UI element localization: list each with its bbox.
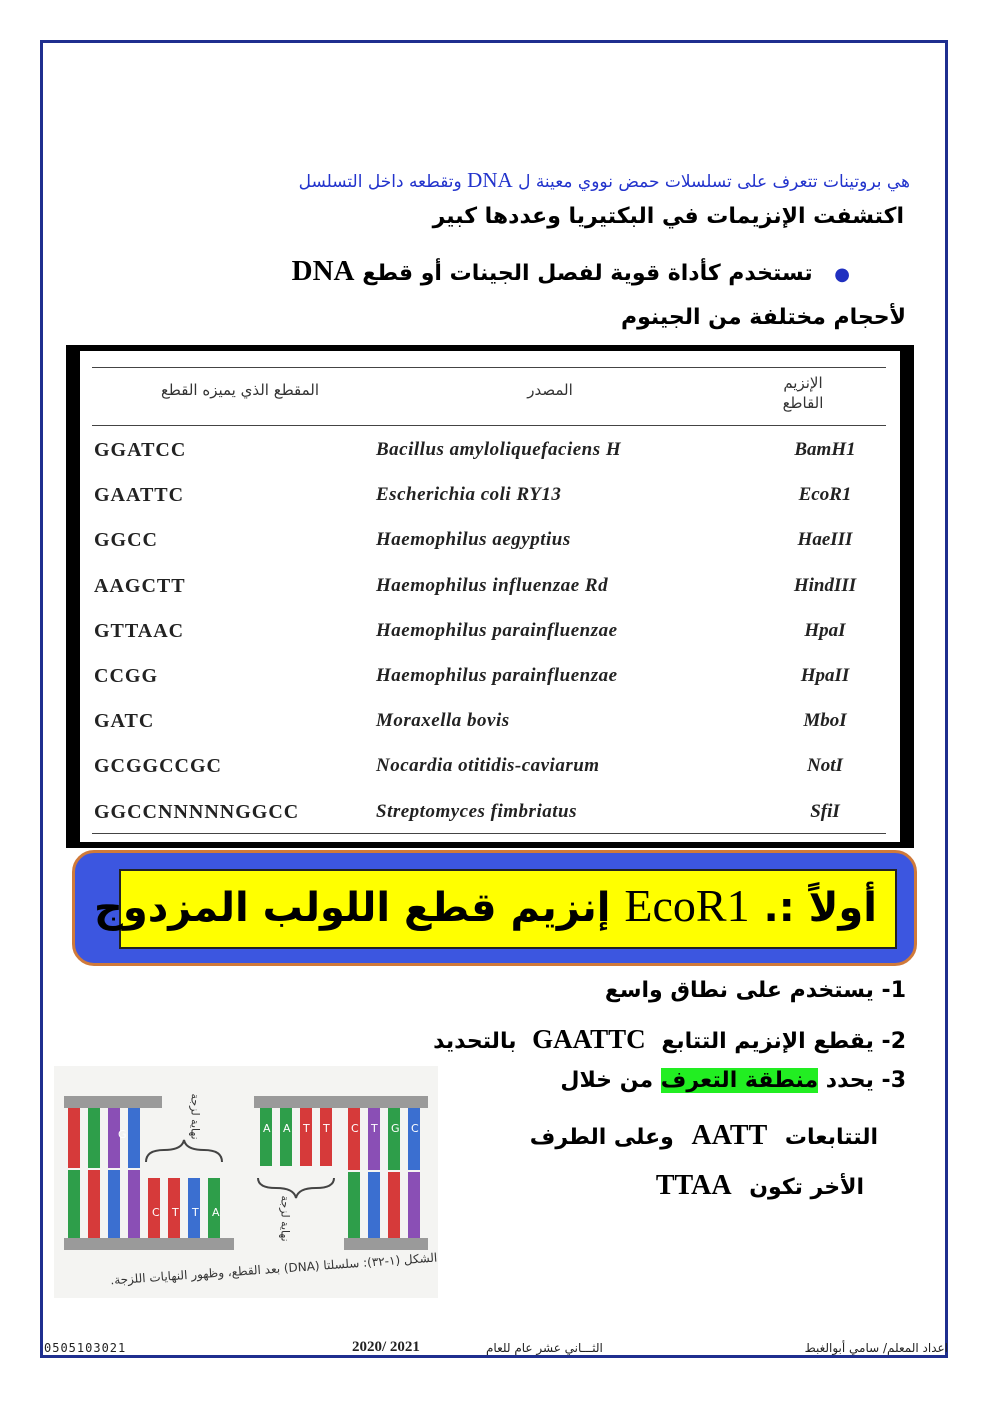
footer-class: الثـــاني عشر عام للعام [486, 1341, 603, 1355]
table-row [80, 755, 900, 785]
right-top-backbone [254, 1096, 428, 1108]
base-bar [368, 1172, 380, 1238]
sizes-text: لأحجام مختلفة من الجينوم [620, 305, 906, 330]
base-bar [128, 1108, 140, 1168]
brace-left [146, 1140, 222, 1162]
point-4-suffix: وعلى الطرف [529, 1125, 674, 1150]
sequence-cell: GGATCC [94, 439, 187, 461]
base-bar [408, 1108, 420, 1170]
table-row [80, 484, 900, 514]
source-cell: Escherichia coli RY13 [376, 484, 562, 506]
point-1: 1- يستخدم على نطاق واسع [604, 978, 906, 1003]
svg-text:T: T [192, 1206, 199, 1219]
left-bottom-backbone [64, 1238, 234, 1250]
base-bar [320, 1108, 332, 1166]
sequence-cell: GGCC [94, 529, 158, 552]
header-source: المصدر [527, 381, 573, 399]
base-bar [300, 1108, 312, 1166]
footer-author: اعداد المعلم/ سامي أبوالغبط [804, 1341, 948, 1355]
section-banner [72, 850, 917, 966]
source-cell: Haemophilus influenzae Rd [376, 574, 609, 596]
base-bar [408, 1172, 420, 1238]
figure-caption: الشكل (١-٣٢): سلسلتا (DNA) بعد القطع، وظهور النهايات اللزجة. [109, 1250, 438, 1288]
svg-text:C: C [411, 1122, 419, 1135]
enzyme-cell: HaeIII [797, 529, 853, 551]
table-row [80, 665, 900, 695]
definition-dna: DNA [467, 168, 513, 192]
source-cell: Haemophilus parainfluenzae [376, 665, 618, 686]
section-banner-inner [94, 869, 897, 949]
svg-text:G: G [391, 1122, 400, 1135]
enzyme-table-body [80, 351, 900, 842]
base-bar [128, 1170, 140, 1238]
sequence-cell: GATC [94, 710, 155, 733]
point-2 [433, 1024, 906, 1055]
table-row [80, 620, 900, 650]
source-cell: Bacillus amyloliquefaciens H [376, 439, 622, 460]
sequence-cell: AAGCTT [94, 574, 186, 597]
base-bar [68, 1108, 80, 1168]
header-enzyme: الإنزيم القاطع [782, 374, 824, 412]
svg-text:A: A [283, 1122, 291, 1135]
base-bar [388, 1108, 400, 1170]
footer-year: 2020/ 2021 [352, 1339, 420, 1355]
svg-text:G: G [118, 1128, 127, 1141]
sequence-cell: CCGG [94, 665, 158, 687]
point-3-highlight: منطقة التعرف [660, 1068, 819, 1093]
svg-text:A: A [212, 1206, 220, 1219]
definition-part-1: هي بروتينات تتعرف على تسلسلات حمض نووي معينة ل [518, 172, 910, 192]
title-suffix: إنزيم قطع اللولب المزدوج [94, 885, 611, 931]
base-bar [108, 1170, 120, 1238]
discovery-text: اكتشفت الإنزيمات في البكتيريا وعددها كبير [432, 204, 904, 229]
enzyme-table [66, 345, 914, 848]
title-prefix: أولاً :. [763, 885, 877, 931]
point-3-text: 3- يحدد [825, 1068, 906, 1093]
sequence-cell: GCGGCCGC [94, 755, 222, 778]
source-cell: Haemophilus parainfluenzae [376, 619, 618, 641]
definition-part-2: وتقطعه داخل التسلسل [298, 172, 462, 192]
section-title [94, 879, 877, 932]
table-row [80, 710, 900, 740]
table-row [80, 801, 900, 831]
enzyme-cell: BamH1 [794, 439, 856, 460]
point-2-suffix: بالتحديد [433, 1029, 517, 1054]
svg-text:T: T [303, 1122, 310, 1135]
point-3-continued [530, 1120, 878, 1152]
table-row [80, 575, 900, 605]
base-bar [388, 1172, 400, 1238]
point-4-text: التتابعات [784, 1125, 878, 1150]
base-bar [368, 1108, 380, 1170]
base-bar [348, 1108, 360, 1170]
source-cell: Nocardia otitidis-caviarum [376, 755, 600, 777]
enzyme-cell: HpaII [800, 665, 850, 686]
base-bar [88, 1170, 100, 1238]
base-bar [260, 1108, 272, 1166]
point-3-suffix: من خلال [560, 1068, 654, 1093]
enzyme-cell: SfiI [810, 800, 840, 822]
table-header-rule [92, 425, 886, 426]
enzyme-cell: NotI [807, 755, 843, 777]
source-cell: Moraxella bovis [376, 710, 510, 732]
enzyme-cell: HpaI [804, 619, 846, 641]
svg-text:A: A [263, 1122, 271, 1135]
bullet-icon: ● [834, 264, 850, 285]
sticky-end-label-2: نهاية لزجة [278, 1195, 292, 1242]
usage-text-part: تستخدم كأداة قوية لفصل الجينات أو قطع [362, 261, 813, 286]
table-top-rule [92, 367, 886, 368]
base-bar [348, 1172, 360, 1238]
point-2-sequence: GAATTC [532, 1024, 646, 1054]
header-sequence: المقطع الذي يميزه القطع [160, 381, 320, 399]
point-3 [560, 1068, 906, 1093]
right-bottom-backbone [344, 1238, 428, 1250]
point-4-sequence: AATT [691, 1120, 768, 1151]
table-bottom-rule [92, 833, 886, 834]
enzyme-cell: HindIII [793, 574, 857, 596]
sequence-cell: GTTAAC [94, 619, 185, 642]
sticky-end-label-1: نهاية لزجة [188, 1093, 202, 1140]
point-2-text: 2- يقطع الإنزيم التتابع [661, 1029, 906, 1054]
base-bar [88, 1108, 100, 1168]
sequence-cell: GGCCNNNNNGGCC [94, 800, 300, 823]
brace-right [258, 1178, 334, 1198]
table-row [80, 439, 900, 469]
base-bar [68, 1170, 80, 1238]
usage-dna: DNA [291, 255, 355, 287]
definition-text [299, 168, 910, 193]
point-5-sequence: TTAA [655, 1170, 732, 1201]
svg-text:C: C [152, 1206, 160, 1219]
svg-text:C: C [351, 1122, 359, 1135]
point-3-end [646, 1170, 864, 1202]
base-bar [280, 1108, 292, 1166]
source-cell: Streptomyces fimbriatus [376, 800, 577, 822]
source-cell: Haemophilus aegyptius [376, 529, 571, 551]
sequence-cell: GAATTC [94, 484, 185, 507]
point-5-text: الأخر تكون [749, 1175, 864, 1200]
svg-text:T: T [172, 1206, 179, 1219]
svg-text:T: T [323, 1122, 330, 1135]
svg-text:T: T [371, 1122, 378, 1135]
table-row [80, 529, 900, 559]
usage-text [292, 255, 850, 288]
left-top-backbone [64, 1096, 162, 1108]
enzyme-cell: EcoR1 [798, 484, 852, 506]
footer-phone: 0505103021 [44, 1341, 127, 1355]
title-enzyme: EcoR1 [624, 880, 750, 931]
enzyme-cell: MboI [803, 710, 847, 732]
